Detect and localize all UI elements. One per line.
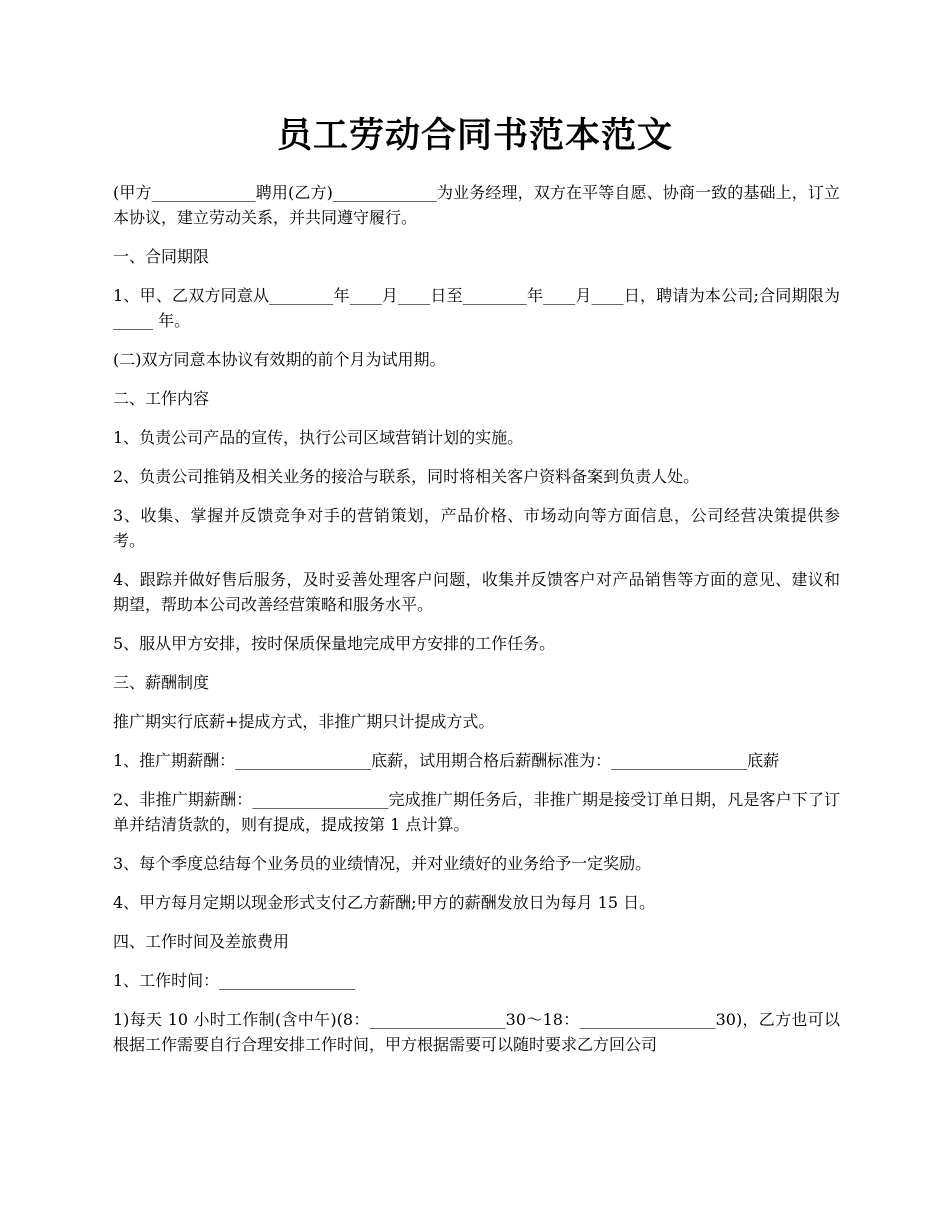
paragraph-salary-2: 2、非推广期薪酬：_________________完成推广期任务后，非推广期是接受订单日期，凡是客户下了订单并结清货款的，则有提成，提成按第 1 点计算。 <box>113 790 840 834</box>
section-heading-work-hours: 四、工作时间及差旅费用 <box>113 932 290 951</box>
paragraph-work-4: 4、跟踪并做好售后服务，及时妥善处理客户问题，收集并反馈客户对产品销售等方面的意见、建议和期望，帮助本公司改善经营策略和服务水平。 <box>113 570 840 614</box>
paragraph-salary-3: 3、每个季度总结每个业务员的业绩情况，并对业绩好的业务给予一定奖励。 <box>113 854 652 873</box>
paragraph-probation: (二)双方同意本协议有效期的前个月为试用期。 <box>113 350 446 369</box>
paragraph-hours-detail: 1)每天 10 小时工作制(含中午)(8：_________________30～18：_________________30)，乙方也可以根据工作需要自行合理安排工作时间，甲方根据需要可以随时要求乙方回公司 <box>113 1010 840 1054</box>
paragraph-work-1: 1、负责公司产品的宣传，执行公司区域营销计划的实施。 <box>113 428 524 447</box>
paragraph-salary-1: 1、推广期薪酬：_________________底薪，试用期合格后薪酬标准为：_________________底薪 <box>113 751 780 770</box>
paragraph-intro: (甲方_____________聘用(乙方)_____________为业务经理，双方在平等自愿、协商一致的基础上，订立本协议，建立劳动关系，并共同遵守履行。 <box>113 183 840 227</box>
paragraph-salary-intro: 推广期实行底薪+提成方式，非推广期只计提成方式。 <box>113 712 495 731</box>
paragraph-hours-1: 1、工作时间：_________________ <box>113 971 356 990</box>
document-title: 员工劳动合同书范本范文 <box>276 115 673 156</box>
paragraph-term-dates: 1、甲、乙双方同意从________年____月____日至________年____月____日，聘请为本公司;合同期限为 _____ 年。 <box>113 286 846 330</box>
document-body <box>113 180 846 1071</box>
paragraph-work-2: 2、负责公司推销及相关业务的接洽与联系，同时将相关客户资料备案到负责人处。 <box>113 467 700 486</box>
section-heading-contract-term: 一、合同期限 <box>113 247 210 266</box>
section-heading-salary: 三、薪酬制度 <box>113 673 210 692</box>
paragraph-salary-4: 4、甲方每月定期以现金形式支付乙方薪酬;甲方的薪酬发放日为每月 15 日。 <box>113 893 656 912</box>
paragraph-work-5: 5、服从甲方安排，按时保质保量地完成甲方安排的工作任务。 <box>113 634 556 653</box>
paragraph-work-3: 3、收集、掌握并反馈竞争对手的营销策划，产品价格、市场动向等方面信息，公司经营决策提供参考。 <box>113 506 840 550</box>
section-heading-work-content: 二、工作内容 <box>113 389 210 408</box>
